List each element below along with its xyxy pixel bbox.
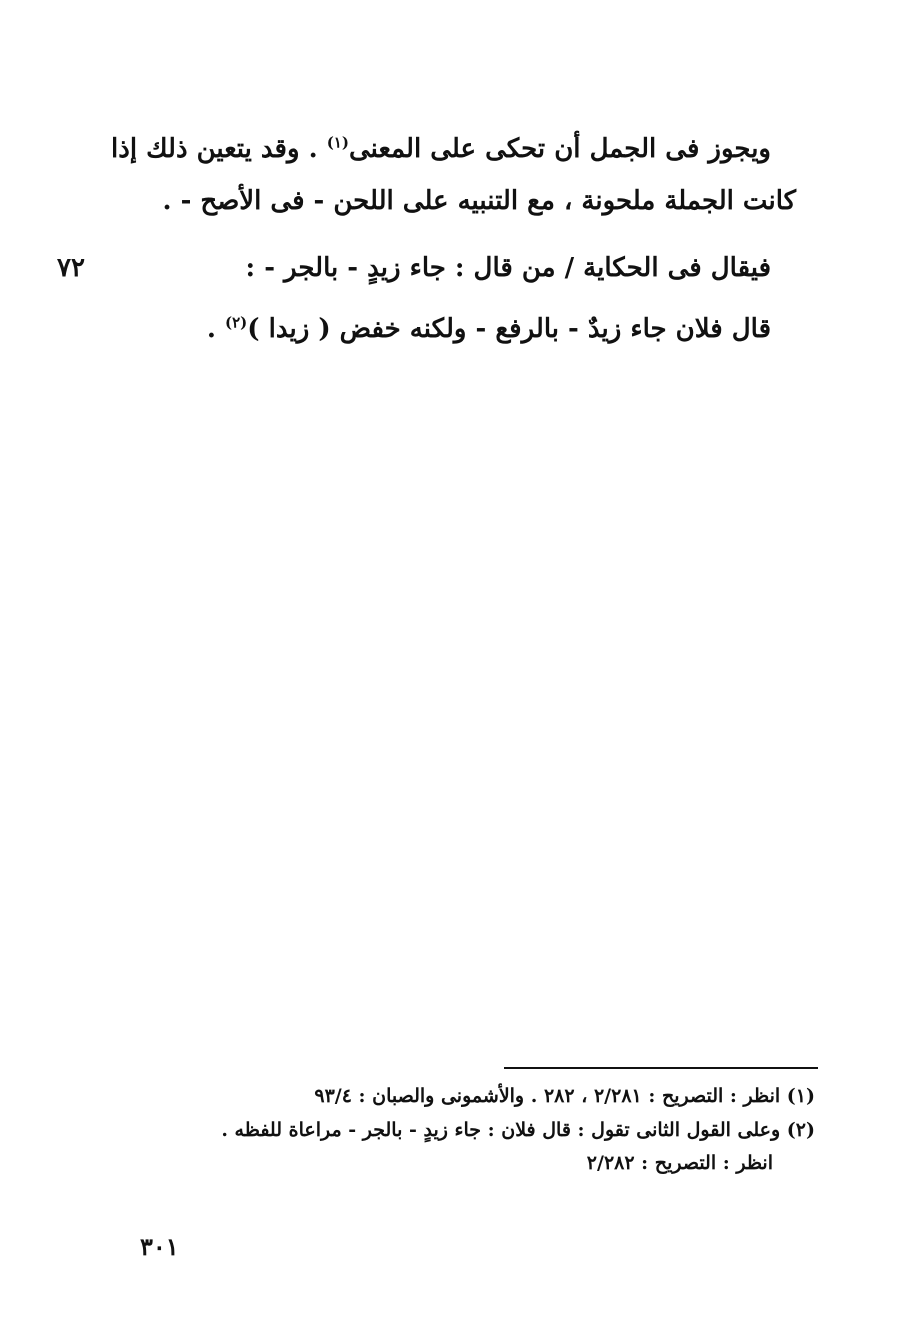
footnote-2-line1: (٢) وعلى القول الثانى تقول : قال فلان : جاء زيدٍ - بالجر - مراعاة للفظه .: [221, 1119, 815, 1141]
para2-line1: فيقال فى الحكاية / من قال : جاء زيدٍ - بالجر - :: [245, 253, 771, 283]
footnote-separator: [504, 1067, 818, 1069]
para1-line1-text: ويجوز فى الجمل أن تحكى على المعنى: [348, 134, 771, 164]
footnote-ref-2: (٢): [224, 313, 248, 332]
para2-line2: [207, 312, 771, 346]
para1-line1-tail: . وقد يتعين ذلك إذا: [111, 134, 327, 164]
footnote-1: (١) انظر : التصريح : ٢/٢٨١ ، ٢٨٢ . والأشمونى والصبان : ٩٣/٤: [314, 1085, 815, 1107]
marginal-number: ٧٢: [57, 253, 85, 283]
para1-line2: كانت الجملة ملحونة ، مع التنبيه على اللحن - فى الأصح - .: [162, 186, 796, 216]
footnote-ref-1: (١): [326, 133, 349, 152]
para1-line1: [111, 132, 771, 166]
para2-line2-tail: .: [206, 314, 225, 344]
para2-line2-text: قال فلان جاء زيدٌ - بالرفع - ولكنه خفض ( زيدا ): [247, 314, 771, 344]
page-number: ٣٠١: [140, 1232, 179, 1261]
footnote-2-line2: انظر : التصريح : ٢/٢٨٢: [586, 1152, 773, 1174]
